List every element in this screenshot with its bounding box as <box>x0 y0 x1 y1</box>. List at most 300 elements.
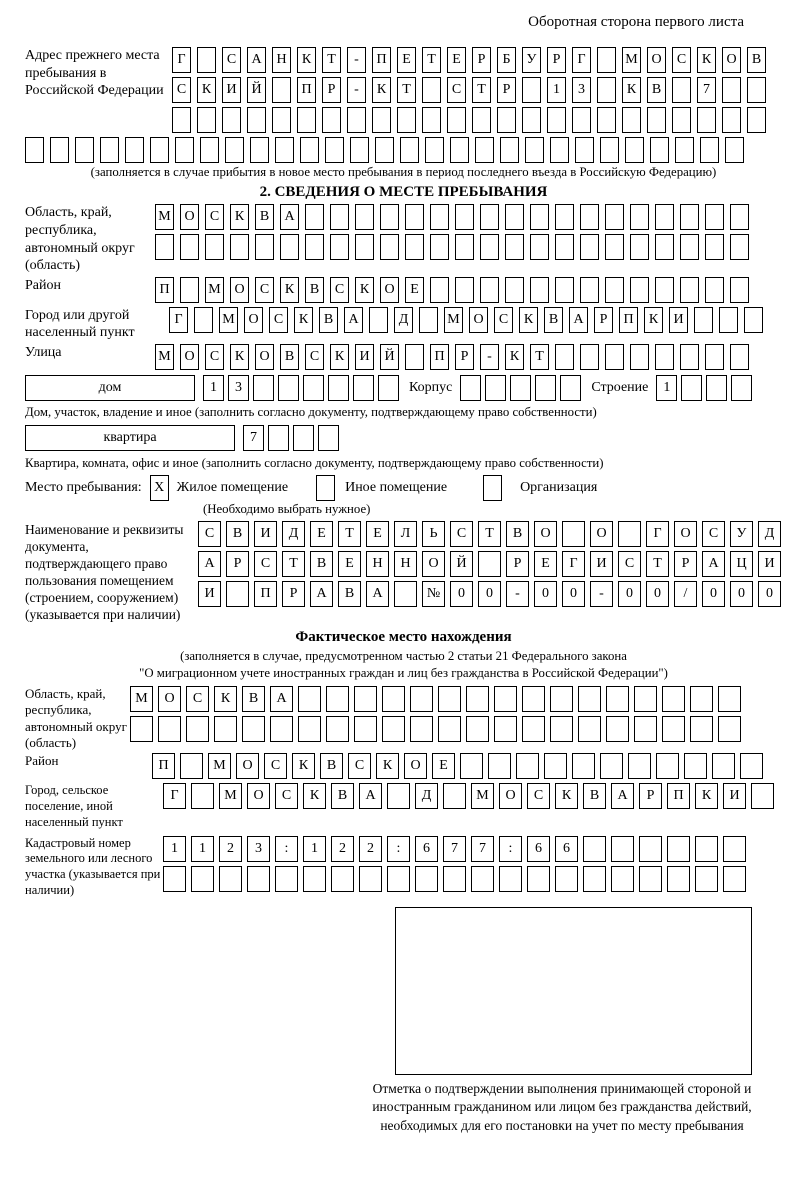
char-cell[interactable]: 3 <box>228 375 249 401</box>
char-cell[interactable] <box>214 716 237 742</box>
char-cell[interactable] <box>662 716 685 742</box>
char-cell[interactable]: О <box>534 521 557 547</box>
char-cell[interactable]: Б <box>497 47 516 73</box>
char-cell[interactable] <box>158 716 181 742</box>
char-cell[interactable]: О <box>674 521 697 547</box>
char-cell[interactable] <box>747 107 766 133</box>
char-cell[interactable] <box>380 204 399 230</box>
char-cell[interactable] <box>305 204 324 230</box>
char-cell[interactable] <box>597 77 616 103</box>
char-cell[interactable]: 3 <box>247 836 270 862</box>
char-cell[interactable] <box>672 107 691 133</box>
char-cell[interactable]: К <box>644 307 663 333</box>
char-cell[interactable]: Д <box>394 307 413 333</box>
region-row-1[interactable] <box>155 204 749 230</box>
char-cell[interactable] <box>253 375 274 401</box>
char-cell[interactable]: А <box>359 783 382 809</box>
char-cell[interactable] <box>522 686 545 712</box>
char-cell[interactable] <box>222 107 241 133</box>
char-cell[interactable]: В <box>242 686 265 712</box>
char-cell[interactable] <box>718 716 741 742</box>
char-cell[interactable]: 1 <box>656 375 677 401</box>
char-cell[interactable]: Р <box>497 77 516 103</box>
char-cell[interactable]: П <box>155 277 174 303</box>
char-cell[interactable] <box>611 836 634 862</box>
char-cell[interactable] <box>560 375 581 401</box>
char-cell[interactable]: Е <box>432 753 455 779</box>
char-cell[interactable]: Р <box>674 551 697 577</box>
char-cell[interactable]: К <box>230 204 249 230</box>
char-cell[interactable] <box>378 375 399 401</box>
char-cell[interactable] <box>298 686 321 712</box>
char-cell[interactable]: М <box>208 753 231 779</box>
char-cell[interactable] <box>550 137 569 163</box>
char-cell[interactable]: : <box>387 836 410 862</box>
char-cell[interactable] <box>400 137 419 163</box>
char-cell[interactable] <box>180 234 199 260</box>
char-cell[interactable]: Т <box>322 47 341 73</box>
char-cell[interactable]: 0 <box>562 581 585 607</box>
char-cell[interactable] <box>505 234 524 260</box>
char-cell[interactable]: М <box>130 686 153 712</box>
char-cell[interactable] <box>460 375 481 401</box>
char-cell[interactable] <box>330 234 349 260</box>
char-cell[interactable]: И <box>723 783 746 809</box>
char-cell[interactable]: : <box>275 836 298 862</box>
char-cell[interactable] <box>530 234 549 260</box>
char-cell[interactable] <box>562 521 585 547</box>
char-cell[interactable] <box>443 783 466 809</box>
char-cell[interactable]: С <box>186 686 209 712</box>
char-cell[interactable] <box>419 307 438 333</box>
char-cell[interactable] <box>705 204 724 230</box>
char-cell[interactable]: М <box>205 277 224 303</box>
char-cell[interactable]: О <box>247 783 270 809</box>
char-cell[interactable] <box>550 686 573 712</box>
char-cell[interactable] <box>150 137 169 163</box>
char-cell[interactable]: П <box>297 77 316 103</box>
char-cell[interactable]: С <box>264 753 287 779</box>
actual-district-row[interactable] <box>152 753 763 779</box>
char-cell[interactable] <box>675 137 694 163</box>
char-cell[interactable]: С <box>305 344 324 370</box>
char-cell[interactable]: М <box>444 307 463 333</box>
char-cell[interactable] <box>634 716 657 742</box>
char-cell[interactable] <box>480 204 499 230</box>
char-cell[interactable]: 0 <box>646 581 669 607</box>
char-cell[interactable] <box>488 753 511 779</box>
char-cell[interactable] <box>278 375 299 401</box>
char-cell[interactable]: В <box>319 307 338 333</box>
char-cell[interactable]: К <box>372 77 391 103</box>
char-cell[interactable]: Г <box>163 783 186 809</box>
char-cell[interactable]: В <box>338 581 361 607</box>
char-cell[interactable]: К <box>519 307 538 333</box>
char-cell[interactable]: О <box>590 521 613 547</box>
char-cell[interactable] <box>630 277 649 303</box>
char-cell[interactable]: Н <box>394 551 417 577</box>
char-cell[interactable]: - <box>347 77 366 103</box>
char-cell[interactable] <box>438 716 461 742</box>
char-cell[interactable] <box>680 344 699 370</box>
char-cell[interactable]: Ц <box>730 551 753 577</box>
char-cell[interactable] <box>422 77 441 103</box>
char-cell[interactable] <box>75 137 94 163</box>
char-cell[interactable] <box>684 753 707 779</box>
char-cell[interactable]: Т <box>422 47 441 73</box>
char-cell[interactable]: Й <box>450 551 473 577</box>
char-cell[interactable]: Г <box>172 47 191 73</box>
char-cell[interactable]: 7 <box>471 836 494 862</box>
char-cell[interactable]: С <box>348 753 371 779</box>
char-cell[interactable]: Р <box>506 551 529 577</box>
char-cell[interactable]: У <box>522 47 541 73</box>
char-cell[interactable] <box>350 137 369 163</box>
char-cell[interactable]: № <box>422 581 445 607</box>
cadastre-row-1[interactable] <box>163 836 746 862</box>
prev-address-row-2[interactable] <box>172 77 766 103</box>
char-cell[interactable]: А <box>280 204 299 230</box>
char-cell[interactable]: Г <box>646 521 669 547</box>
char-cell[interactable] <box>522 77 541 103</box>
char-cell[interactable] <box>353 375 374 401</box>
char-cell[interactable] <box>230 234 249 260</box>
char-cell[interactable]: И <box>198 581 221 607</box>
char-cell[interactable] <box>680 234 699 260</box>
char-cell[interactable]: К <box>197 77 216 103</box>
char-cell[interactable] <box>125 137 144 163</box>
char-cell[interactable]: К <box>230 344 249 370</box>
char-cell[interactable]: К <box>376 753 399 779</box>
char-cell[interactable]: Д <box>415 783 438 809</box>
char-cell[interactable]: К <box>303 783 326 809</box>
street-row[interactable] <box>155 344 749 370</box>
char-cell[interactable] <box>705 344 724 370</box>
char-cell[interactable] <box>397 107 416 133</box>
char-cell[interactable]: Р <box>547 47 566 73</box>
char-cell[interactable]: И <box>669 307 688 333</box>
char-cell[interactable] <box>485 375 506 401</box>
char-cell[interactable] <box>225 137 244 163</box>
stroenie-row[interactable] <box>656 375 752 401</box>
char-cell[interactable] <box>475 137 494 163</box>
char-cell[interactable]: К <box>697 47 716 73</box>
char-cell[interactable]: П <box>667 783 690 809</box>
char-cell[interactable] <box>580 204 599 230</box>
char-cell[interactable]: Л <box>394 521 417 547</box>
char-cell[interactable] <box>250 137 269 163</box>
char-cell[interactable] <box>662 686 685 712</box>
char-cell[interactable] <box>387 783 410 809</box>
char-cell[interactable]: И <box>590 551 613 577</box>
char-cell[interactable] <box>322 107 341 133</box>
char-cell[interactable] <box>705 277 724 303</box>
char-cell[interactable]: 0 <box>618 581 641 607</box>
char-cell[interactable] <box>625 137 644 163</box>
char-cell[interactable] <box>430 277 449 303</box>
char-cell[interactable]: Т <box>478 521 501 547</box>
char-cell[interactable] <box>718 686 741 712</box>
char-cell[interactable] <box>455 204 474 230</box>
char-cell[interactable]: Р <box>594 307 613 333</box>
char-cell[interactable]: М <box>622 47 641 73</box>
char-cell[interactable] <box>555 204 574 230</box>
char-cell[interactable]: 0 <box>450 581 473 607</box>
char-cell[interactable] <box>326 686 349 712</box>
char-cell[interactable]: Ь <box>422 521 445 547</box>
char-cell[interactable]: В <box>583 783 606 809</box>
checkbox-other-premises[interactable] <box>316 475 335 501</box>
char-cell[interactable]: П <box>152 753 175 779</box>
char-cell[interactable]: С <box>205 344 224 370</box>
char-cell[interactable] <box>380 234 399 260</box>
char-cell[interactable] <box>355 234 374 260</box>
char-cell[interactable] <box>580 344 599 370</box>
char-cell[interactable] <box>656 753 679 779</box>
char-cell[interactable]: О <box>244 307 263 333</box>
char-cell[interactable] <box>438 686 461 712</box>
char-cell[interactable] <box>606 716 629 742</box>
char-cell[interactable]: О <box>236 753 259 779</box>
char-cell[interactable]: Й <box>380 344 399 370</box>
char-cell[interactable] <box>572 107 591 133</box>
char-cell[interactable] <box>354 716 377 742</box>
char-cell[interactable] <box>583 866 606 892</box>
char-cell[interactable] <box>247 107 266 133</box>
char-cell[interactable]: Р <box>282 581 305 607</box>
char-cell[interactable]: К <box>280 277 299 303</box>
char-cell[interactable]: Д <box>758 521 781 547</box>
char-cell[interactable] <box>500 137 519 163</box>
char-cell[interactable] <box>466 686 489 712</box>
char-cell[interactable]: В <box>226 521 249 547</box>
char-cell[interactable] <box>255 234 274 260</box>
char-cell[interactable]: И <box>355 344 374 370</box>
char-cell[interactable] <box>194 307 213 333</box>
char-cell[interactable] <box>478 551 501 577</box>
char-cell[interactable] <box>681 375 702 401</box>
char-cell[interactable] <box>270 716 293 742</box>
char-cell[interactable] <box>530 277 549 303</box>
char-cell[interactable]: В <box>506 521 529 547</box>
char-cell[interactable] <box>522 716 545 742</box>
char-cell[interactable] <box>723 836 746 862</box>
char-cell[interactable] <box>550 716 573 742</box>
char-cell[interactable] <box>425 137 444 163</box>
char-cell[interactable]: К <box>294 307 313 333</box>
char-cell[interactable] <box>628 753 651 779</box>
char-cell[interactable] <box>172 107 191 133</box>
char-cell[interactable] <box>219 866 242 892</box>
char-cell[interactable]: Г <box>562 551 585 577</box>
char-cell[interactable] <box>387 866 410 892</box>
char-cell[interactable]: 6 <box>415 836 438 862</box>
char-cell[interactable] <box>100 137 119 163</box>
char-cell[interactable] <box>205 234 224 260</box>
char-cell[interactable] <box>405 204 424 230</box>
char-cell[interactable]: 7 <box>443 836 466 862</box>
char-cell[interactable] <box>275 866 298 892</box>
char-cell[interactable]: О <box>499 783 522 809</box>
char-cell[interactable]: И <box>222 77 241 103</box>
char-cell[interactable] <box>605 234 624 260</box>
char-cell[interactable] <box>175 137 194 163</box>
char-cell[interactable] <box>622 107 641 133</box>
char-cell[interactable] <box>326 716 349 742</box>
char-cell[interactable] <box>639 866 662 892</box>
char-cell[interactable] <box>600 753 623 779</box>
house-type-box[interactable]: дом <box>25 375 195 401</box>
char-cell[interactable]: - <box>347 47 366 73</box>
char-cell[interactable] <box>460 753 483 779</box>
document-row-2[interactable] <box>198 551 781 577</box>
char-cell[interactable] <box>510 375 531 401</box>
char-cell[interactable] <box>447 107 466 133</box>
char-cell[interactable]: А <box>198 551 221 577</box>
char-cell[interactable] <box>318 425 339 451</box>
char-cell[interactable] <box>369 307 388 333</box>
char-cell[interactable] <box>580 234 599 260</box>
char-cell[interactable] <box>272 107 291 133</box>
char-cell[interactable]: С <box>618 551 641 577</box>
korpus-row[interactable] <box>460 375 581 401</box>
char-cell[interactable] <box>630 344 649 370</box>
char-cell[interactable] <box>722 77 741 103</box>
char-cell[interactable]: А <box>247 47 266 73</box>
region-row-2[interactable] <box>155 234 749 260</box>
char-cell[interactable]: 1 <box>191 836 214 862</box>
char-cell[interactable]: С <box>269 307 288 333</box>
char-cell[interactable]: Е <box>405 277 424 303</box>
char-cell[interactable]: И <box>254 521 277 547</box>
char-cell[interactable]: Т <box>530 344 549 370</box>
char-cell[interactable] <box>690 686 713 712</box>
char-cell[interactable]: 2 <box>359 836 382 862</box>
char-cell[interactable]: Т <box>338 521 361 547</box>
char-cell[interactable]: О <box>255 344 274 370</box>
char-cell[interactable]: Т <box>397 77 416 103</box>
char-cell[interactable]: К <box>214 686 237 712</box>
char-cell[interactable]: С <box>172 77 191 103</box>
char-cell[interactable] <box>382 716 405 742</box>
char-cell[interactable]: Г <box>572 47 591 73</box>
char-cell[interactable]: В <box>320 753 343 779</box>
char-cell[interactable] <box>430 204 449 230</box>
char-cell[interactable] <box>347 107 366 133</box>
char-cell[interactable] <box>359 866 382 892</box>
char-cell[interactable]: / <box>674 581 697 607</box>
char-cell[interactable] <box>50 137 69 163</box>
char-cell[interactable] <box>280 234 299 260</box>
char-cell[interactable] <box>597 107 616 133</box>
char-cell[interactable] <box>723 866 746 892</box>
char-cell[interactable] <box>730 344 749 370</box>
char-cell[interactable]: А <box>344 307 363 333</box>
char-cell[interactable]: 1 <box>303 836 326 862</box>
char-cell[interactable] <box>405 234 424 260</box>
char-cell[interactable]: К <box>355 277 374 303</box>
char-cell[interactable] <box>650 137 669 163</box>
char-cell[interactable]: М <box>155 204 174 230</box>
char-cell[interactable] <box>522 107 541 133</box>
char-cell[interactable]: К <box>330 344 349 370</box>
char-cell[interactable]: А <box>270 686 293 712</box>
checkbox-residential[interactable]: X <box>150 475 169 501</box>
char-cell[interactable] <box>505 204 524 230</box>
actual-region-row-1[interactable] <box>130 686 741 712</box>
char-cell[interactable]: О <box>722 47 741 73</box>
char-cell[interactable] <box>555 344 574 370</box>
char-cell[interactable] <box>394 581 417 607</box>
char-cell[interactable] <box>410 716 433 742</box>
char-cell[interactable] <box>547 107 566 133</box>
char-cell[interactable]: А <box>611 783 634 809</box>
char-cell[interactable] <box>372 107 391 133</box>
char-cell[interactable] <box>293 425 314 451</box>
char-cell[interactable] <box>226 581 249 607</box>
document-row-3[interactable] <box>198 581 781 607</box>
char-cell[interactable] <box>535 375 556 401</box>
char-cell[interactable]: П <box>430 344 449 370</box>
char-cell[interactable] <box>655 277 674 303</box>
char-cell[interactable]: 0 <box>758 581 781 607</box>
char-cell[interactable] <box>530 204 549 230</box>
char-cell[interactable] <box>667 866 690 892</box>
house-number-row[interactable] <box>203 375 399 401</box>
char-cell[interactable] <box>697 107 716 133</box>
char-cell[interactable] <box>605 204 624 230</box>
char-cell[interactable] <box>415 866 438 892</box>
char-cell[interactable] <box>455 277 474 303</box>
char-cell[interactable] <box>572 753 595 779</box>
char-cell[interactable]: 7 <box>697 77 716 103</box>
char-cell[interactable]: С <box>447 77 466 103</box>
district-row[interactable] <box>155 277 749 303</box>
char-cell[interactable]: О <box>180 204 199 230</box>
char-cell[interactable] <box>630 234 649 260</box>
char-cell[interactable] <box>497 107 516 133</box>
char-cell[interactable]: М <box>219 783 242 809</box>
char-cell[interactable] <box>191 866 214 892</box>
char-cell[interactable] <box>694 307 713 333</box>
char-cell[interactable]: О <box>230 277 249 303</box>
char-cell[interactable] <box>597 47 616 73</box>
char-cell[interactable]: - <box>590 581 613 607</box>
char-cell[interactable] <box>680 204 699 230</box>
char-cell[interactable]: С <box>450 521 473 547</box>
char-cell[interactable] <box>472 107 491 133</box>
char-cell[interactable]: К <box>555 783 578 809</box>
char-cell[interactable]: С <box>527 783 550 809</box>
char-cell[interactable] <box>712 753 735 779</box>
char-cell[interactable] <box>655 344 674 370</box>
char-cell[interactable] <box>466 716 489 742</box>
char-cell[interactable] <box>130 716 153 742</box>
char-cell[interactable]: П <box>254 581 277 607</box>
char-cell[interactable]: Р <box>226 551 249 577</box>
char-cell[interactable] <box>450 137 469 163</box>
char-cell[interactable] <box>700 137 719 163</box>
char-cell[interactable] <box>544 753 567 779</box>
document-row-1[interactable] <box>198 521 781 547</box>
char-cell[interactable]: С <box>275 783 298 809</box>
char-cell[interactable] <box>705 234 724 260</box>
char-cell[interactable]: 2 <box>219 836 242 862</box>
char-cell[interactable] <box>494 686 517 712</box>
char-cell[interactable]: Т <box>646 551 669 577</box>
char-cell[interactable]: Р <box>322 77 341 103</box>
char-cell[interactable] <box>606 686 629 712</box>
